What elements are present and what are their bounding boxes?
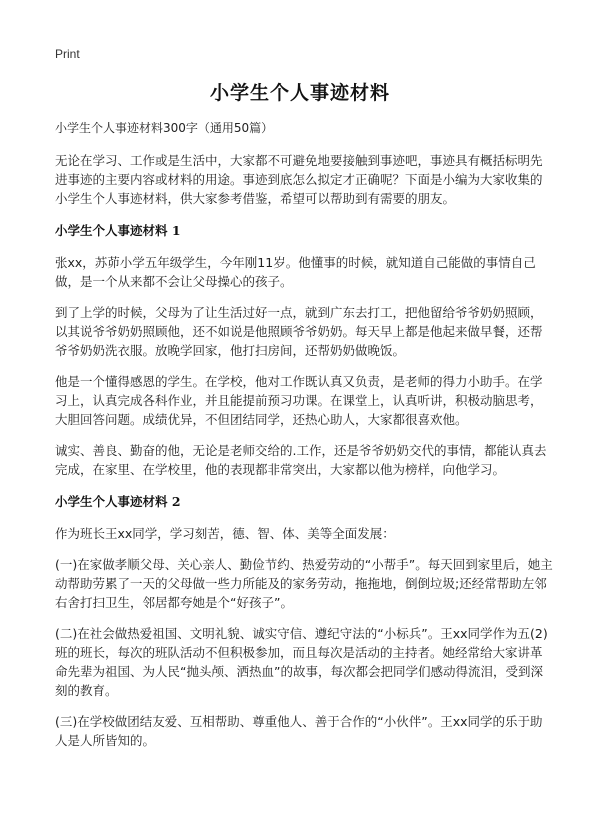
section-2-paragraph-3: (二)在社会做热爱祖国、文明礼貌、诚实守信、遵纪守法的“小标兵”。王xx同学作为五(2)班的班长，每次的班队活动不但积极参加，而且每次是活动的主持者。她经常给大家讲革命先辈为祖国、为人民“抛头颅、洒热血”的故事，每次都会把同学们感动得流泪，受到深刻的教育。: [55, 626, 548, 698]
section-heading-2: 小学生个人事迹材料 2: [55, 494, 181, 509]
section-2-paragraph-4: (三)在学校做团结友爱、互相帮助、尊重他人、善于合作的“小伙伴”。王xx同学的乐于助人是人所皆知的。: [55, 714, 543, 748]
document-body: [55, 120, 553, 762]
document-title: 小学生个人事迹材料: [209, 82, 390, 104]
section-2-paragraph-1: 作为班长王xx同学，学习刻苦，德、智、体、美等全面发展：: [55, 526, 395, 541]
section-1-paragraph-4: 诚实、善良、勤奋的他，无论是老师交给的.工作，还是爷爷奶奶交代的事情，都能认真去完成，在家里、在学校里，他的表现都非常突出，大家都以他为榜样，向他学习。: [55, 443, 547, 477]
section-1-paragraph-2: 到了上学的时候，父母为了让生活过好一点，就到广东去打工，把他留给爷爷奶奶照顾，以其说爷爷奶奶照顾他，还不如说是他照顾爷爷奶奶。每天早上都是他起来做早餐，还帮爷爷奶奶洗衣服。放晚学回家，他打扫房间，还帮奶奶做晚饭。: [55, 305, 543, 358]
section-2-paragraph-2: (一)在家做孝顺父母、关心亲人、勤俭节约、热爱劳动的“小帮手”。每天回到家里后，她主动帮助劳累了一天的父母做一些力所能及的家务劳动，拖拖地，倒倒垃圾;还经常帮助左邻右舍打扫卫生，邻居都夸她是个“好孩子”。: [55, 557, 553, 610]
section-1-paragraph-1: 张xx，苏茆小学五年级学生，今年刚11岁。他懂事的时候，就知道自己能做的事情自己做，是一个从来都不会让父母操心的孩子。: [55, 255, 536, 289]
section-1-paragraph-3: 他是一个懂得感恩的学生。在学校，他对工作既认真又负责，是老师的得力小助手。在学习上，认真完成各科作业，并且能提前预习功课。在课堂上，认真听讲，积极动脑思考，大胆回答问题。成绩优异，不但团结同学，还热心助人，大家都很喜欢他。: [55, 374, 543, 427]
print-link[interactable]: Print: [55, 47, 80, 61]
section-heading-1: 小学生个人事迹材料 1: [55, 223, 181, 238]
document-subtitle: 小学生个人事迹材料300字（通用50篇）: [55, 121, 274, 135]
intro-paragraph: 无论在学习、工作或是生活中，大家都不可避免地要接触到事迹吧，事迹具有概括标明先进事迹的主要内容或材料的用途。事迹到底怎么拟定才正确呢？下面是小编为大家收集的小学生个人事迹材料，供大家参考借鉴，希望可以帮助到有需要的朋友。: [55, 153, 543, 206]
